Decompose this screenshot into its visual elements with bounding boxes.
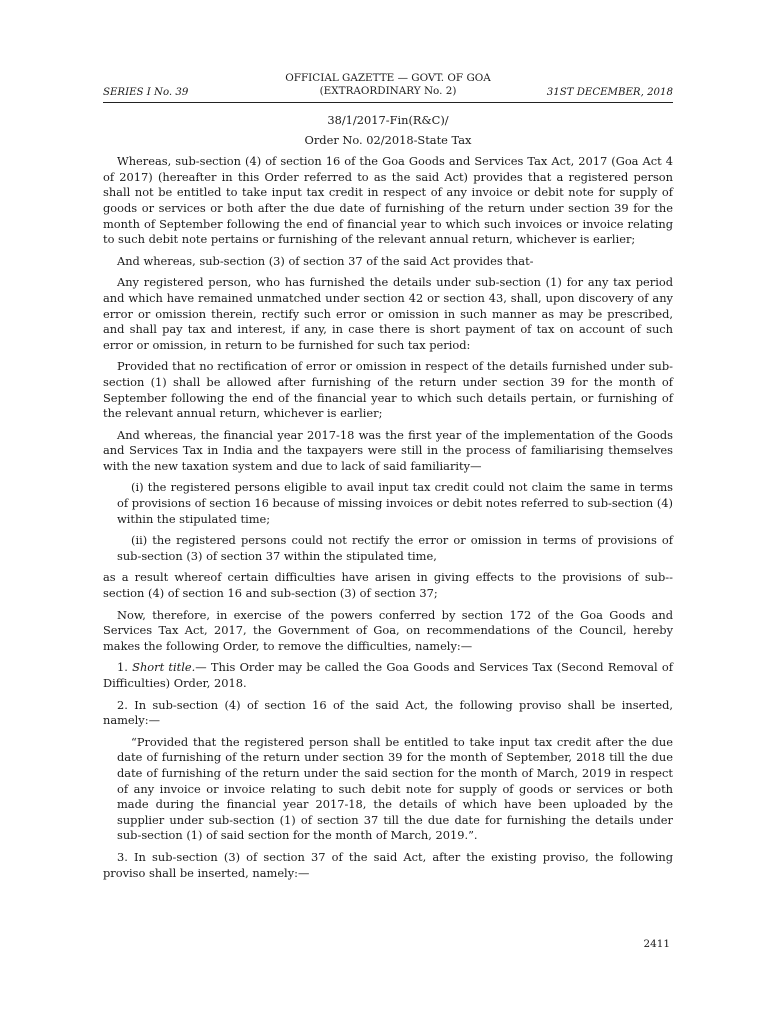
list-item-ii: (ii) the registered persons could not rectify the error or omission in terms of provisions of sub-section (3) of section 37 within the stipulated time, bbox=[117, 533, 673, 563]
short-title-text: — This Order may be called the Goa Goods and Services Tax (Second Removal of Difficulties) Order, 2018. bbox=[103, 660, 673, 690]
paragraph-clause-2: 2. In sub-section (4) of section 16 of the said Act, the following proviso shall be inserted, namely:— bbox=[103, 697, 673, 728]
paragraph-difficulties: as a result whereof certain difficulties have arisen in giving effects to the provisions of sub--section (4) of section 16 and sub-section (3) of section 37; bbox=[103, 570, 673, 601]
gazette-date: 31ST DECEMBER, 2018 bbox=[546, 87, 673, 99]
gazette-page bbox=[103, 72, 673, 881]
gazette-header bbox=[103, 72, 673, 103]
order-reference: 38/1/2017-Fin(R&C)/ bbox=[327, 113, 449, 127]
series-number: SERIES I No. 39 bbox=[103, 87, 189, 99]
inserted-proviso-quote: “Provided that the registered person shall be entitled to take input tax credit after the due date of furnishing of the return under section 39 for the month of September, 2018 till the due date of furnishing of the return under the said section for the month of March, 2019 in respect of any invoice or invoice relating to such debit note for supply of goods or services or both made during the financial year 2017-18, the details of which have been uploaded by the supplier under sub-section (1) of section 37 till the due date for furnishing the details under sub-section (1) of said section for the month of March, 2019.”. bbox=[117, 734, 673, 843]
paragraph-and-whereas: And whereas, sub-section (3) of section 37 of the said Act provides that- bbox=[117, 253, 534, 268]
clause-number: 1. bbox=[117, 660, 128, 675]
short-title-heading: Short title. bbox=[132, 660, 196, 675]
paragraph-clause-3: 3. In sub-section (3) of section 37 of the said Act, after the existing proviso, the following proviso shall be inserted, namely:— bbox=[103, 849, 673, 880]
paragraph-whereas: Whereas, sub-section (4) of section 16 of the Goa Goods and Services Tax Act, 2017 (Goa Act 4 of 2017) (hereafter in this Order referred to as the said Act) provides that a registered person shall not be entitled to take input tax credit in respect of any invoice or debit note for supply of goods or services or both after the due date of furnishing of the return under section 39 for the month of September following the end of financial year to which such invoices or invoice relating to such debit note pertains or furnishing of the relevant annual return, whichever is earlier; bbox=[103, 154, 673, 247]
page-number: 2411 bbox=[643, 938, 670, 950]
gazette-title bbox=[273, 72, 503, 98]
paragraph-now-therefore: Now, therefore, in exercise of the powers conferred by section 172 of the Goa Goods and Services Tax Act, 2017, the Government of Goa, on recommendations of the Council, hereby makes the following Order, to remove the difficulties, namely:— bbox=[103, 607, 673, 653]
gazette-title-line1: OFFICIAL GAZETTE — GOVT. OF GOA bbox=[285, 72, 491, 84]
order-body bbox=[103, 154, 673, 881]
gazette-title-line2: (EXTRAORDINARY No. 2) bbox=[319, 85, 457, 97]
paragraph-financial-year: And whereas, the financial year 2017-18 was the first year of the implementation of the Goods and Services Tax in India and the taxpayers were still in the process of familiarising themselves with the new taxation system and due to lack of said familiarity— bbox=[103, 427, 673, 473]
list-item-i: (i) the registered persons eligible to avail input tax credit could not claim the same in terms of provisions of section 16 because of missing invoices or debit notes referred to sub-section (4) within the stipulated time; bbox=[117, 480, 673, 526]
order-title: Order No. 02/2018-State Tax bbox=[304, 132, 472, 147]
paragraph-section-37-text: Any registered person, who has furnished the details under sub-section (1) for any tax period and which have remained unmatched under section 42 or section 43, shall, upon discovery of any error or omission therein, rectify such error or omission in such manner as may be prescribed, and shall pay tax and interest, if any, in case there is short payment of tax on account of such error or omission, in return to be furnished for such tax period: bbox=[103, 275, 673, 352]
paragraph-short-title bbox=[103, 660, 673, 691]
paragraph-proviso: Provided that no rectification of error or omission in respect of the details furnished under sub-section (1) shall be allowed after furnishing of the return under section 39 for the month of September following the end of the financial year to which such details pertain, or furnishing of the relevant annual return, whichever is earlier; bbox=[103, 359, 673, 421]
